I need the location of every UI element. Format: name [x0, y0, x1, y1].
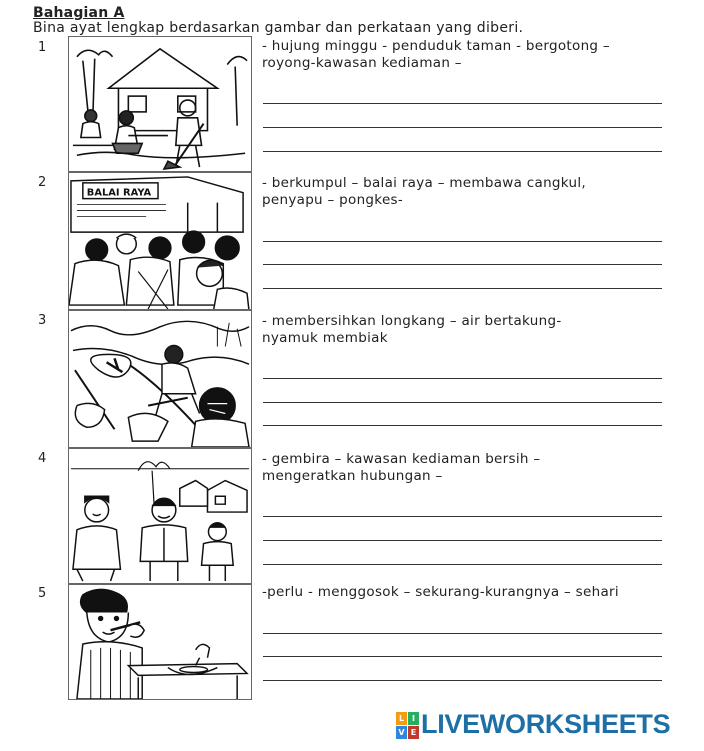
answer-input[interactable] — [263, 244, 666, 264]
answer-input[interactable] — [263, 221, 666, 241]
answer-line[interactable] — [263, 656, 662, 657]
section-title: Bahagian A — [33, 5, 125, 21]
prompt-line: - gembira – kawasan kediaman bersih – — [262, 451, 541, 467]
happy-residents-drawing — [69, 449, 251, 583]
answer-line[interactable] — [263, 402, 662, 403]
logo-mark-letter: E — [408, 726, 419, 739]
logo-mark-letter: L — [396, 712, 407, 725]
liveworksheets-logo[interactable] — [396, 709, 670, 740]
logo-mark-letter: I — [408, 712, 419, 725]
prompt-line: penyapu – pongkes- — [262, 192, 404, 208]
answer-line[interactable] — [263, 540, 662, 541]
community-hall-drawing — [69, 173, 251, 309]
brushing-teeth-drawing — [69, 585, 251, 699]
instruction-text: Bina ayat lengkap berdasarkan gambar dan perkataan yang diberi. — [33, 20, 524, 36]
answer-line[interactable] — [263, 564, 662, 565]
logo-text: LIVEWORKSHEETS — [421, 709, 671, 739]
prompt-line: royong-kawasan kediaman – — [262, 55, 462, 71]
answer-input[interactable] — [263, 268, 666, 288]
answer-input[interactable] — [263, 496, 666, 516]
prompt-line: mengeratkan hubungan – — [262, 468, 443, 484]
illustration-happy-residents — [68, 448, 252, 584]
answer-line[interactable] — [263, 425, 662, 426]
house-cleanup-drawing — [69, 37, 251, 171]
prompt-line: nyamuk membiak — [262, 330, 388, 346]
question-number: 2 — [38, 175, 47, 190]
answer-input[interactable] — [263, 358, 666, 378]
answer-input[interactable] — [263, 544, 666, 564]
question-number: 1 — [38, 40, 47, 55]
answer-line[interactable] — [263, 241, 662, 242]
prompt-line: - hujung minggu - penduduk taman - bergotong – — [262, 38, 610, 54]
prompt-line: - membersihkan longkang – air bertakung- — [262, 313, 562, 329]
answer-input[interactable] — [263, 107, 666, 127]
answer-line[interactable] — [263, 516, 662, 517]
answer-line[interactable] — [263, 288, 662, 289]
answer-line[interactable] — [263, 103, 662, 104]
answer-input[interactable] — [263, 520, 666, 540]
illustration-brushing-teeth — [68, 584, 252, 700]
answer-line[interactable] — [263, 264, 662, 265]
answer-input[interactable] — [263, 405, 666, 425]
logo-mark-icon — [396, 712, 418, 738]
answer-line[interactable] — [263, 633, 662, 634]
illustration-drain-cleaning — [68, 310, 252, 448]
answer-input[interactable] — [263, 83, 666, 103]
logo-mark-letter: V — [396, 726, 407, 739]
drain-cleaning-drawing — [69, 311, 251, 447]
answer-input[interactable] — [263, 382, 666, 402]
question-number: 5 — [38, 586, 47, 601]
answer-line[interactable] — [263, 680, 662, 681]
answer-line[interactable] — [263, 127, 662, 128]
illustration-community-cleanup — [68, 36, 252, 172]
sign-text: BALAI RAYA — [86, 187, 152, 199]
answer-line[interactable] — [263, 378, 662, 379]
question-number: 4 — [38, 451, 47, 466]
answer-input[interactable] — [263, 613, 666, 633]
illustration-community-hall — [68, 172, 252, 310]
question-number: 3 — [38, 313, 47, 328]
answer-input[interactable] — [263, 131, 666, 151]
answer-line[interactable] — [263, 151, 662, 152]
prompt-line: -perlu - menggosok – sekurang-kurangnya – sehari — [262, 584, 619, 600]
answer-input[interactable] — [263, 660, 666, 680]
answer-input[interactable] — [263, 636, 666, 656]
prompt-line: - berkumpul – balai raya – membawa cangkul, — [262, 175, 587, 191]
